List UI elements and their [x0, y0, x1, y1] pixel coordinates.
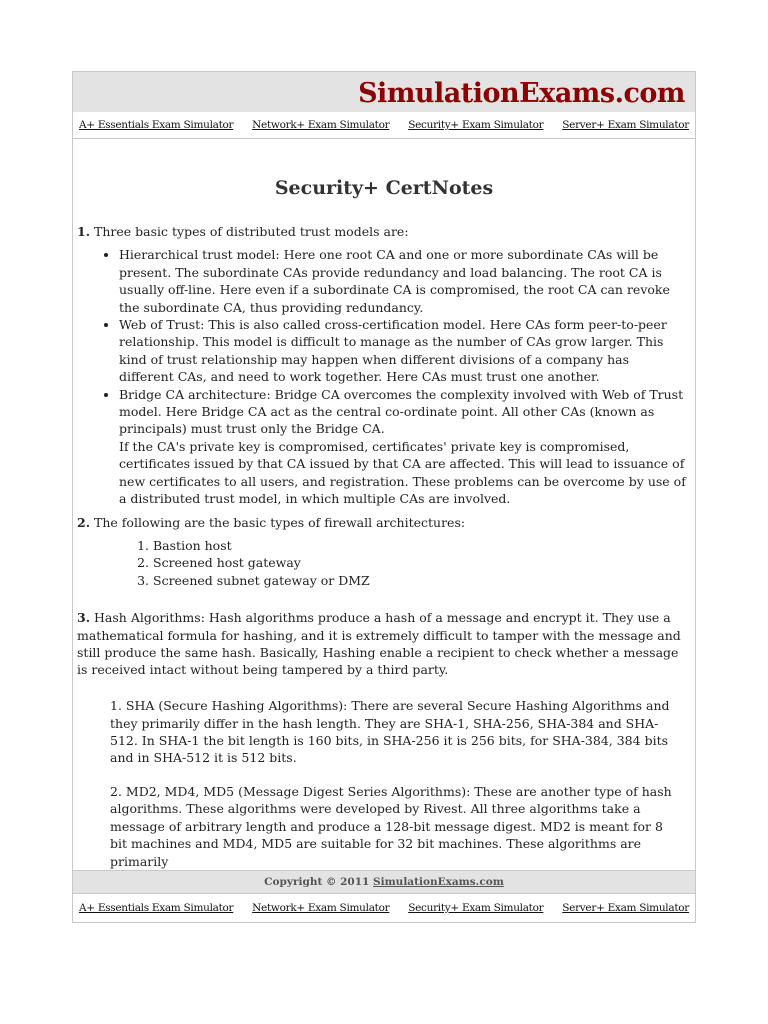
copyright-bar: Copyright © 2011 SimulationExams.com — [73, 870, 695, 893]
footer — [73, 870, 695, 922]
list-item: • Hierarchical trust model: Here one root CA and one or more subordinate CAs will be present. The subordinate CAs provide redundancy and load balancing. The root CA is usually off-line. Here even if a subordinate CA is compromised, the root CA can revoke the subordinate CA, thus providing redundancy. — [119, 246, 695, 316]
list-item: 1. Bastion host — [153, 537, 695, 554]
question-1: 1. Three basic types of distributed trust models are: — [77, 224, 409, 239]
question-3: 3. Hash Algorithms: Hash algorithms produce a hash of a message and encrypt it. They use a mathematical formula for hashing, and it is extremely difficult to tamper with the message and still produce the same hash. Basically, Hashing enable a recipient to check whether a message is received intact without being tampered by a third party. — [77, 610, 681, 678]
nav-link-security[interactable]: Security+ Exam Simulator — [408, 119, 544, 131]
nav-link-server[interactable]: Server+ Exam Simulator — [562, 119, 689, 131]
header-banner — [73, 72, 695, 112]
ca-compromise-note: If the CA's private key is compromised, certificates' private key is compromised, certificates issued by that CA issued by that CA are affected. This will lead to issuance of new certificates to all users, and registration. These problems can be overcome by use of a distributed trust model, in which multiple CAs are involved. — [119, 438, 686, 507]
hash-details — [73, 691, 695, 870]
nav-link-network[interactable]: Network+ Exam Simulator — [252, 119, 390, 131]
site-logo[interactable]: SimulationExams.com — [358, 78, 685, 109]
md-paragraph: 2. MD2, MD4, MD5 (Message Digest Series Algorithms): These are another type of hash algorithms. These algorithms were developed by Rivest. All three algorithms take a message of arbitrary length and produce a 128-bit message digest. MD2 is meant for 8 bit machines and MD4, MD5 are suitable for 32 bit machines. These algorithms are primarily — [110, 783, 672, 869]
list-item: • Web of Trust: This is also called cross-certification model. Here CAs form peer-to-peer relationship. This model is difficult to manage as the number of CAs grow larger. This kind of trust relationship may happen when different divisions of a company has different CAs, and need to work together. Here CAs must trust one another. — [119, 316, 695, 386]
list-item: 3. Screened subnet gateway or DMZ — [153, 572, 695, 589]
document-page — [72, 71, 696, 923]
nav-link-aplus[interactable]: A+ Essentials Exam Simulator — [79, 902, 234, 914]
list-item: 2. Screened host gateway — [153, 554, 695, 571]
question-2: 2. The following are the basic types of firewall architectures: — [77, 514, 466, 530]
page-title: Security+ CertNotes — [274, 177, 494, 199]
nav-link-server[interactable]: Server+ Exam Simulator — [562, 902, 689, 914]
trust-model-list — [73, 246, 695, 507]
sha-paragraph: 1. SHA (Secure Hashing Algorithms): There are several Secure Hashing Algorithms and they primarily differ in the hash length. They are SHA-1, SHA-256, SHA-384 and SHA-512. In SHA-1 the bit length is 160 bits, in SHA-256 it is 256 bits, for SHA-384, 384 bits and in SHA-512 it is 512 bits. — [110, 698, 670, 766]
top-nav — [73, 112, 695, 139]
notes-content — [73, 223, 695, 870]
nav-link-aplus[interactable]: A+ Essentials Exam Simulator — [79, 119, 234, 131]
nav-link-security[interactable]: Security+ Exam Simulator — [408, 902, 544, 914]
list-item: • Bridge CA architecture: Bridge CA overcomes the complexity involved with Web of Trust model. Here Bridge CA act as the central co-ordinate point. All other CAs (known as principals) must trust only the Bridge CA. If the CA's private key is compromised, certificates' private key is compromised, certificates issued by that CA issued by that CA are affected. This will lead to issuance of new certificates to all users, and registration. These problems can be overcome by use of a distributed trust model, in which multiple CAs are involved. — [119, 386, 695, 508]
nav-link-network[interactable]: Network+ Exam Simulator — [252, 902, 390, 914]
bottom-nav — [73, 893, 695, 922]
copyright-link[interactable]: SimulationExams.com — [373, 876, 504, 888]
firewall-list — [73, 537, 695, 589]
